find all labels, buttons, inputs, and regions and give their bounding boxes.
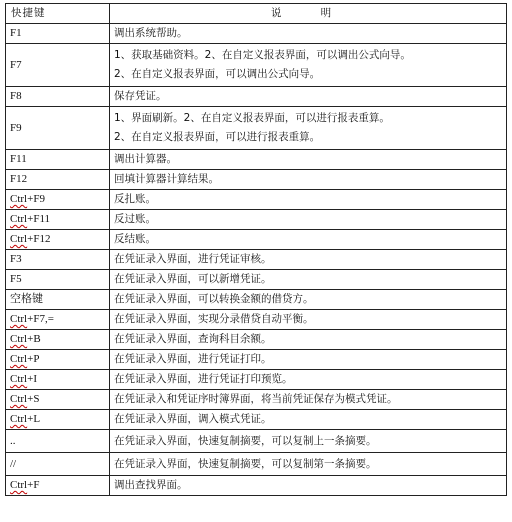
table-row [6, 350, 507, 370]
shortcut-key-main: F7 [10, 58, 22, 71]
shortcut-key-cell [6, 190, 110, 210]
description-line: 保存凭证。 [114, 90, 167, 102]
shortcut-description-cell [110, 190, 507, 210]
shortcut-description-cell [110, 250, 507, 270]
shortcut-key-cell [6, 330, 110, 350]
table-row [6, 250, 507, 270]
description-line: 在凭证录入界面，进行凭证打印。 [114, 353, 272, 365]
description-line: 2、在自定义报表界面，可以进行报表重算。 [114, 131, 321, 143]
shortcut-key-main: F5 [10, 273, 22, 285]
shortcut-description-cell [110, 453, 507, 476]
shortcut-key-main: .. [10, 434, 16, 447]
table-row [6, 430, 507, 453]
table-row [6, 270, 507, 290]
shortcut-description-cell [110, 24, 507, 44]
description-line: 反扎账。 [114, 193, 156, 205]
shortcut-table [5, 3, 507, 496]
shortcut-key-main: Ctrl [10, 233, 28, 245]
shortcut-key-suffix: +P [27, 353, 40, 365]
shortcut-key-main: Ctrl [10, 413, 28, 425]
shortcut-key-suffix: +S [27, 393, 40, 405]
table-row [6, 453, 507, 476]
description-line: 在凭证录入界面，实现分录借贷自动平衡。 [114, 313, 314, 325]
shortcut-key-suffix: +F [27, 479, 40, 491]
description-line: 反结账。 [114, 233, 156, 245]
shortcut-key-cell [6, 230, 110, 250]
shortcut-description-cell [110, 370, 507, 390]
shortcut-key-main: Ctrl [10, 193, 28, 205]
shortcut-key-cell [6, 24, 110, 44]
description-line: 回填计算器计算结果。 [114, 173, 219, 185]
shortcut-key-main: Ctrl [10, 373, 28, 385]
description-line: 1、界面刷新。2、在自定义报表界面，可以进行报表重算。 [114, 112, 390, 124]
shortcut-key-main: Ctrl [10, 213, 28, 225]
shortcut-key-main: Ctrl [10, 333, 28, 345]
table-row [6, 370, 507, 390]
table-row [6, 390, 507, 410]
shortcut-key-cell [6, 370, 110, 390]
shortcut-key-cell [6, 310, 110, 330]
shortcut-description-cell [110, 310, 507, 330]
shortcut-key-cell [6, 107, 110, 150]
shortcut-description-cell [110, 390, 507, 410]
description-line: 在凭证录入界面，调入模式凭证。 [114, 413, 272, 425]
shortcut-key-main: Ctrl [10, 479, 28, 491]
shortcut-key-main: F8 [10, 90, 22, 102]
shortcut-description-cell [110, 150, 507, 170]
shortcut-key-cell [6, 44, 110, 87]
description-line: 在凭证录入界面，进行凭证审核。 [114, 253, 272, 265]
table-row [6, 87, 507, 107]
table-row [6, 190, 507, 210]
table-row [6, 476, 507, 496]
header-description: 说 明 [110, 4, 507, 24]
shortcut-description-cell [110, 350, 507, 370]
shortcut-key-cell [6, 350, 110, 370]
table-row [6, 210, 507, 230]
table-header-row [6, 4, 507, 24]
shortcut-description-cell [110, 410, 507, 430]
table-row [6, 24, 507, 44]
shortcut-key-main: F12 [10, 173, 28, 185]
table-row [6, 44, 507, 87]
shortcut-key-cell [6, 410, 110, 430]
shortcut-key-suffix: +I [27, 373, 37, 385]
shortcut-key-main: Ctrl [10, 313, 28, 325]
description-line: 2、在自定义报表界面，可以调出公式向导。 [114, 68, 321, 80]
shortcut-description-cell [110, 170, 507, 190]
shortcut-description-cell [110, 430, 507, 453]
description-line: 调出计算器。 [114, 153, 177, 165]
description-line: 在凭证录入界面，可以转换金额的借贷方。 [114, 293, 314, 305]
shortcut-key-suffix: +F12 [27, 233, 51, 245]
shortcut-description-cell [110, 230, 507, 250]
shortcut-key-main: F3 [10, 253, 22, 265]
description-line: 在凭证录入界面，查询科目余额。 [114, 333, 272, 345]
description-line: 在凭证录入界面，快速复制摘要，可以复制上一条摘要。 [114, 434, 377, 447]
shortcut-key-cell [6, 270, 110, 290]
shortcut-key-suffix: +F7,= [27, 313, 54, 325]
description-line: 1、获取基础资料。2、在自定义报表界面，可以调出公式向导。 [114, 49, 411, 61]
shortcut-key-main: Ctrl [10, 353, 28, 365]
shortcut-key-suffix: +B [27, 333, 41, 345]
shortcut-key-main: F11 [10, 153, 27, 165]
shortcut-key-cell [6, 250, 110, 270]
shortcut-key-main: 空格键 [10, 293, 43, 305]
table-body [6, 24, 507, 496]
shortcut-description-cell [110, 476, 507, 496]
shortcut-key-cell [6, 87, 110, 107]
table-row [6, 310, 507, 330]
shortcut-key-main: Ctrl [10, 393, 28, 405]
table-row [6, 150, 507, 170]
description-line: 反过账。 [114, 213, 156, 225]
shortcut-key-suffix: +F11 [27, 213, 51, 225]
header-key: 快捷键 [6, 4, 110, 24]
table-row [6, 410, 507, 430]
description-line: 调出查找界面。 [114, 479, 188, 491]
table-row [6, 290, 507, 310]
shortcut-key-suffix: +L [27, 413, 41, 425]
table-row [6, 170, 507, 190]
shortcut-key-cell [6, 390, 110, 410]
description-line: 在凭证录入界面，可以新增凭证。 [114, 273, 272, 285]
shortcut-key-main: F9 [10, 121, 22, 134]
description-line: 调出系统帮助。 [114, 27, 188, 39]
shortcut-description-cell [110, 44, 507, 87]
table-row [6, 107, 507, 150]
shortcut-description-cell [110, 107, 507, 150]
shortcut-description-cell [110, 290, 507, 310]
shortcut-key-cell [6, 150, 110, 170]
shortcut-description-cell [110, 270, 507, 290]
shortcut-key-cell [6, 170, 110, 190]
shortcut-description-cell [110, 330, 507, 350]
shortcut-description-cell [110, 87, 507, 107]
shortcut-key-cell [6, 210, 110, 230]
shortcut-description-cell [110, 210, 507, 230]
description-line: 在凭证录入界面，进行凭证打印预览。 [114, 373, 293, 385]
shortcut-key-cell [6, 476, 110, 496]
shortcut-key-suffix: +F9 [27, 193, 45, 205]
shortcut-key-cell [6, 430, 110, 453]
table-row [6, 330, 507, 350]
shortcut-key-cell [6, 453, 110, 476]
shortcut-key-main: // [10, 457, 17, 470]
shortcut-key-cell [6, 290, 110, 310]
description-line: 在凭证录入界面，快速复制摘要，可以复制第一条摘要。 [114, 457, 377, 470]
description-line: 在凭证录入和凭证序时簿界面，将当前凭证保存为模式凭证。 [114, 393, 398, 405]
shortcut-key-main: F1 [10, 27, 22, 39]
table-row [6, 230, 507, 250]
